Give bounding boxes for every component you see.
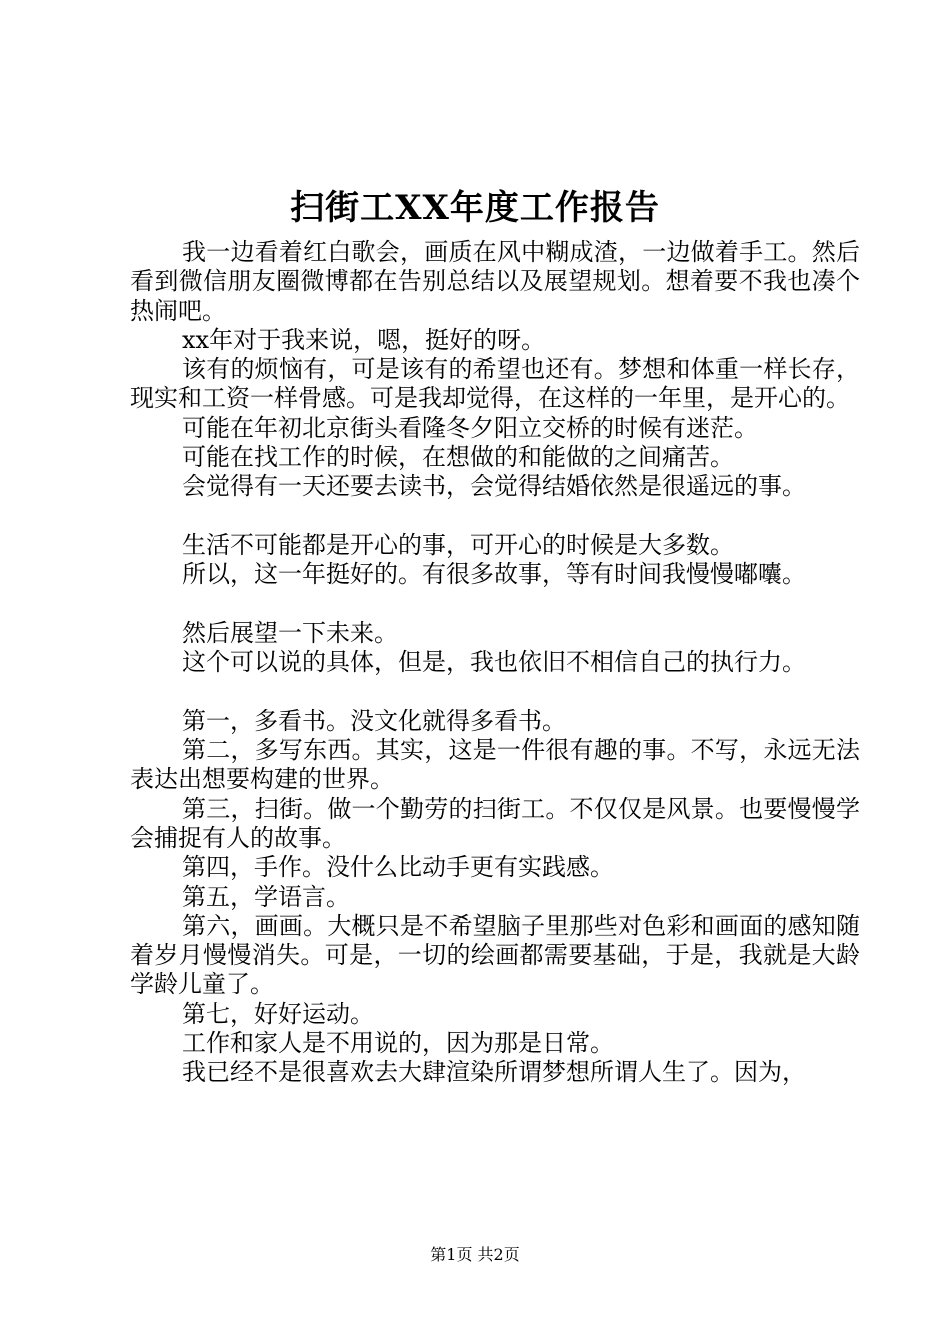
blank-line — [130, 677, 860, 706]
paragraph: 第二，多写东西。其实，这是一件很有趣的事。不写，永远无法表达出想要构建的世界。 — [130, 736, 860, 794]
paragraph: 所以，这一年挺好的。有很多故事，等有时间我慢慢嘟囔。 — [182, 560, 806, 589]
document-body — [130, 238, 860, 1088]
document-title: 扫街工XX年度工作报告 — [290, 188, 660, 228]
paragraph: 该有的烦恼有，可是该有的希望也还有。梦想和体重一样长存，现实和工资一样骨感。可是我却觉得，在这样的一年里，是开心的。 — [130, 355, 860, 413]
paragraph: 然后展望一下未来。 — [182, 618, 398, 647]
paragraph: 我已经不是很喜欢去大肆渲染所谓梦想所谓人生了。因为， — [182, 1058, 806, 1087]
paragraph: 第一，多看书。没文化就得多看书。 — [182, 706, 566, 735]
paragraph: 这个可以说的具体，但是，我也依旧不相信自己的执行力。 — [182, 648, 806, 677]
paragraph: 工作和家人是不用说的，因为那是日常。 — [182, 1029, 614, 1058]
paragraph: 会觉得有一天还要去读书，会觉得结婚依然是很遥远的事。 — [182, 472, 806, 501]
blank-line — [130, 590, 860, 619]
blank-line — [130, 502, 860, 531]
page-number-footer: 第1页 共2页 — [430, 1245, 520, 1264]
paragraph: 可能在年初北京街头看隆冬夕阳立交桥的时候有迷茫。 — [182, 413, 758, 442]
paragraph: 生活不可能都是开心的事，可开心的时候是大多数。 — [182, 530, 734, 559]
paragraph: 第四，手作。没什么比动手更有实践感。 — [182, 853, 614, 882]
paragraph: 第三，扫街。做一个勤劳的扫街工。不仅仅是风景。也要慢慢学会捕捉有人的故事。 — [130, 794, 860, 852]
paragraph: xx年对于我来说，嗯，挺好的呀。 — [182, 325, 546, 354]
paragraph: 可能在找工作的时候，在想做的和能做的之间痛苦。 — [182, 443, 734, 472]
paragraph: 第七，好好运动。 — [182, 999, 374, 1028]
paragraph: 第五，学语言。 — [182, 882, 350, 911]
paragraph: 第六，画画。大概只是不希望脑子里那些对色彩和画面的感知随着岁月慢慢消失。可是，一切的绘画都需要基础，于是，我就是大龄学龄儿童了。 — [130, 911, 860, 999]
paragraph: 我一边看着红白歌会，画质在风中糊成渣，一边做着手工。然后看到微信朋友圈微博都在告别总结以及展望规划。想着要不我也凑个热闹吧。 — [130, 238, 860, 325]
